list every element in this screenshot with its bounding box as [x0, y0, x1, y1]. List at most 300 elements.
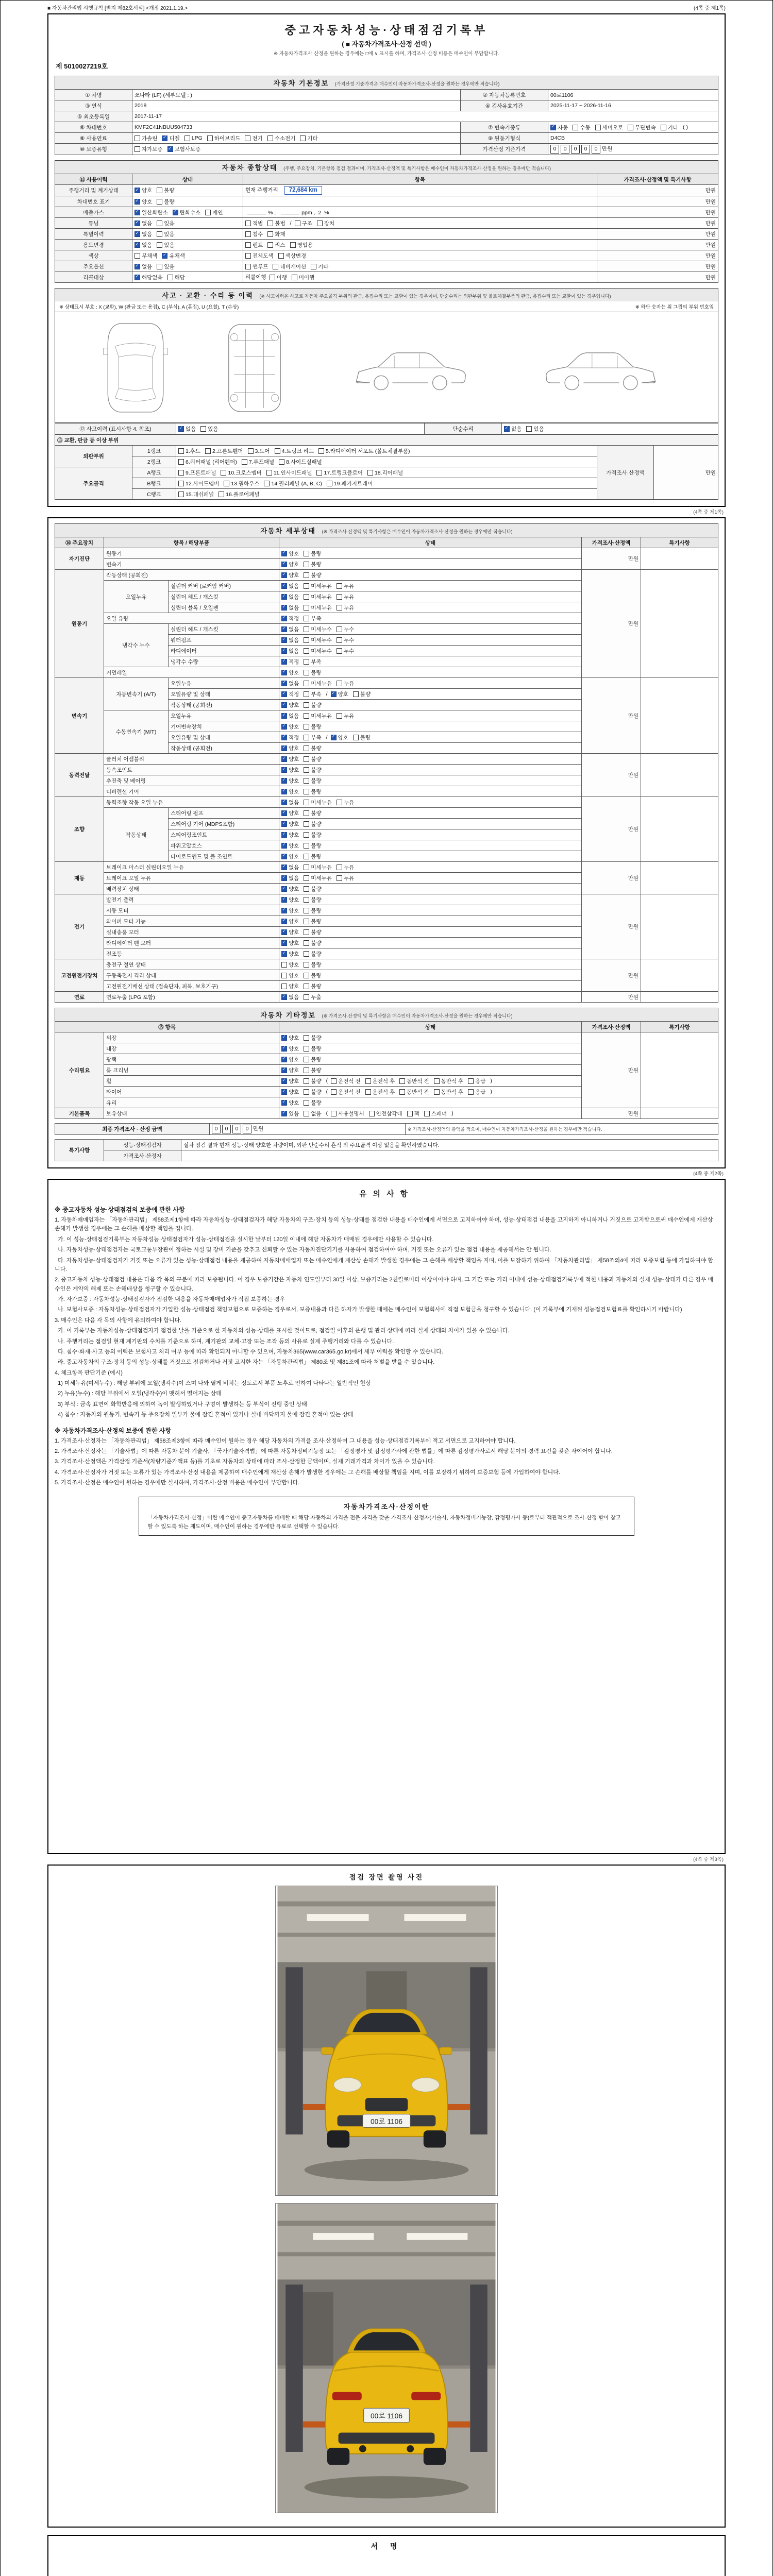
checkbox-checked[interactable] — [281, 799, 299, 806]
checkbox-unchecked[interactable] — [337, 647, 354, 655]
checkbox-unchecked[interactable] — [337, 593, 354, 601]
checkbox-unchecked[interactable] — [207, 134, 241, 142]
checkbox-unchecked[interactable] — [266, 469, 312, 477]
checkbox-icon[interactable] — [221, 470, 226, 476]
checkbox-unchecked[interactable] — [304, 571, 321, 579]
checkbox-unchecked[interactable] — [317, 219, 334, 227]
checkbox-unchecked[interactable] — [304, 647, 332, 655]
checkbox-checked[interactable] — [135, 219, 152, 227]
checkbox-icon[interactable] — [304, 713, 309, 719]
checkbox-unchecked[interactable] — [184, 135, 203, 141]
checkbox-unchecked[interactable] — [275, 447, 314, 455]
checkbox-unchecked[interactable] — [270, 274, 287, 281]
checkbox-icon[interactable] — [331, 1089, 337, 1095]
checkbox-checked[interactable] — [167, 145, 201, 153]
checkbox-icon[interactable] — [304, 951, 309, 957]
checkbox-icon[interactable] — [304, 973, 309, 978]
checkbox-icon[interactable] — [157, 188, 162, 193]
checkbox-checked[interactable] — [281, 777, 299, 785]
checkbox-unchecked[interactable] — [304, 842, 321, 850]
checkbox-unchecked[interactable] — [281, 972, 299, 979]
checkbox-checked-icon[interactable] — [162, 253, 167, 259]
checkbox-icon[interactable] — [219, 492, 224, 497]
checkbox-checked[interactable] — [281, 669, 299, 676]
checkbox-checked-icon[interactable] — [281, 659, 287, 665]
checkbox-icon[interactable] — [337, 605, 342, 611]
checkbox-icon[interactable] — [316, 470, 322, 476]
checkbox-icon[interactable] — [304, 843, 309, 849]
checkbox-checked-icon[interactable] — [281, 562, 287, 567]
checkbox-icon[interactable] — [178, 481, 184, 486]
checkbox-unchecked[interactable] — [337, 604, 354, 612]
checkbox-checked[interactable] — [281, 1056, 299, 1063]
checkbox-icon[interactable] — [292, 275, 297, 280]
checkbox-icon[interactable] — [245, 221, 251, 226]
checkbox-unchecked[interactable] — [407, 1110, 419, 1117]
checkbox-checked-icon[interactable] — [135, 275, 140, 280]
checkbox-unchecked[interactable] — [304, 669, 321, 676]
checkbox-checked[interactable] — [281, 831, 299, 839]
checkbox-unchecked[interactable] — [337, 799, 354, 806]
checkbox-unchecked[interactable] — [337, 625, 354, 633]
checkbox-unchecked[interactable] — [245, 230, 263, 238]
checkbox-unchecked[interactable] — [304, 766, 321, 774]
checkbox-unchecked[interactable] — [304, 712, 332, 720]
checkbox-unchecked[interactable] — [304, 701, 321, 709]
checkbox-unchecked[interactable] — [304, 950, 321, 958]
checkbox-icon[interactable] — [304, 594, 309, 600]
checkbox-unchecked[interactable] — [304, 928, 321, 936]
checkbox-icon[interactable] — [369, 1111, 375, 1116]
checkbox-icon[interactable] — [135, 146, 140, 152]
checkbox-icon[interactable] — [281, 984, 287, 989]
checkbox-unchecked[interactable] — [365, 1077, 395, 1085]
checkbox-icon[interactable] — [304, 562, 309, 567]
checkbox-unchecked[interactable] — [304, 1110, 321, 1117]
checkbox-checked-icon[interactable] — [281, 908, 287, 913]
checkbox-unchecked[interactable] — [661, 124, 678, 131]
checkbox-unchecked[interactable] — [245, 252, 274, 260]
checkbox-checked-icon[interactable] — [550, 125, 556, 130]
checkbox-unchecked[interactable] — [304, 918, 321, 925]
checkbox-checked[interactable] — [281, 658, 299, 666]
checkbox-icon[interactable] — [304, 605, 309, 611]
checkbox-unchecked[interactable] — [135, 252, 157, 260]
checkbox-checked-icon[interactable] — [504, 426, 510, 432]
checkbox-checked-icon[interactable] — [331, 735, 337, 740]
checkbox-unchecked[interactable] — [135, 145, 163, 153]
checkbox-icon[interactable] — [281, 973, 287, 978]
checkbox-checked-icon[interactable] — [135, 264, 140, 269]
checkbox-checked-icon[interactable] — [281, 886, 287, 892]
checkbox-checked[interactable] — [281, 896, 299, 904]
checkbox-checked-icon[interactable] — [135, 242, 140, 248]
checkbox-icon[interactable] — [157, 199, 162, 205]
checkbox-checked[interactable] — [281, 853, 299, 860]
checkbox-unchecked[interactable] — [304, 550, 321, 557]
checkbox-icon[interactable] — [295, 221, 300, 226]
checkbox-icon[interactable] — [304, 648, 309, 654]
checkbox-icon[interactable] — [337, 865, 342, 870]
checkbox-icon[interactable] — [304, 670, 309, 675]
checkbox-unchecked[interactable] — [304, 1077, 321, 1085]
checkbox-icon[interactable] — [207, 135, 213, 141]
checkbox-unchecked[interactable] — [304, 604, 332, 612]
checkbox-icon[interactable] — [468, 1078, 474, 1084]
checkbox-icon[interactable] — [399, 1078, 405, 1084]
checkbox-checked-icon[interactable] — [281, 594, 287, 600]
checkbox-unchecked[interactable] — [353, 734, 371, 741]
checkbox-unchecked[interactable] — [337, 680, 354, 687]
checkbox-icon[interactable] — [424, 1111, 430, 1116]
checkbox-icon[interactable] — [337, 875, 342, 881]
checkbox-unchecked[interactable] — [367, 469, 403, 477]
checkbox-icon[interactable] — [281, 962, 287, 968]
checkbox-unchecked[interactable] — [434, 1088, 464, 1096]
checkbox-icon[interactable] — [367, 470, 373, 476]
checkbox-checked[interactable] — [173, 209, 201, 216]
checkbox-checked-icon[interactable] — [281, 929, 287, 935]
checkbox-icon[interactable] — [304, 789, 309, 794]
checkbox-checked[interactable] — [281, 928, 299, 936]
checkbox-unchecked[interactable] — [135, 134, 157, 142]
checkbox-checked-icon[interactable] — [281, 897, 287, 903]
checkbox-checked[interactable] — [331, 734, 348, 741]
checkbox-unchecked[interactable] — [205, 209, 223, 216]
checkbox-icon[interactable] — [304, 572, 309, 578]
checkbox-unchecked[interactable] — [157, 187, 174, 194]
checkbox-unchecked[interactable] — [304, 744, 321, 752]
checkbox-icon[interactable] — [628, 125, 633, 130]
checkbox-unchecked[interactable] — [331, 1110, 364, 1117]
checkbox-checked[interactable] — [550, 124, 568, 131]
checkbox-checked-icon[interactable] — [178, 426, 184, 432]
checkbox-unchecked[interactable] — [304, 972, 321, 979]
checkbox-unchecked[interactable] — [316, 469, 362, 477]
checkbox-unchecked[interactable] — [221, 469, 261, 477]
checkbox-unchecked[interactable] — [245, 219, 263, 227]
checkbox-unchecked[interactable] — [157, 230, 174, 238]
checkbox-icon[interactable] — [157, 231, 162, 237]
checkbox-unchecked[interactable] — [304, 593, 332, 601]
checkbox-icon[interactable] — [304, 681, 309, 686]
checkbox-checked[interactable] — [281, 647, 299, 655]
checkbox-checked[interactable] — [281, 863, 299, 871]
checkbox-icon[interactable] — [304, 984, 309, 989]
checkbox-checked-icon[interactable] — [281, 1111, 287, 1116]
checkbox-unchecked[interactable] — [304, 853, 321, 860]
checkbox-unchecked[interactable] — [304, 1045, 321, 1053]
checkbox-checked[interactable] — [281, 550, 299, 557]
checkbox-checked-icon[interactable] — [281, 735, 287, 740]
checkbox-unchecked[interactable] — [295, 219, 312, 227]
checkbox-icon[interactable] — [245, 264, 251, 269]
checkbox-unchecked[interactable] — [304, 961, 321, 969]
checkbox-unchecked[interactable] — [304, 939, 321, 947]
checkbox-icon[interactable] — [157, 242, 162, 248]
checkbox-checked-icon[interactable] — [281, 821, 287, 827]
checkbox-icon[interactable] — [337, 681, 342, 686]
checkbox-checked[interactable] — [281, 615, 299, 622]
checkbox-icon[interactable] — [407, 1111, 413, 1116]
checkbox-icon[interactable] — [184, 135, 190, 141]
checkbox-unchecked[interactable] — [281, 982, 299, 990]
checkbox-icon[interactable] — [157, 264, 162, 269]
checkbox-checked[interactable] — [281, 1045, 299, 1053]
checkbox-icon[interactable] — [267, 221, 273, 226]
checkbox-checked[interactable] — [135, 198, 152, 206]
checkbox-unchecked[interactable] — [304, 755, 321, 763]
checkbox-checked[interactable] — [162, 252, 184, 260]
checkbox-unchecked[interactable] — [304, 582, 332, 590]
checkbox-icon[interactable] — [135, 253, 140, 259]
checkbox-icon[interactable] — [304, 1111, 309, 1116]
checkbox-checked-icon[interactable] — [281, 1067, 287, 1073]
checkbox-unchecked[interactable] — [157, 219, 174, 227]
checkbox-checked-icon[interactable] — [281, 854, 287, 859]
checkbox-icon[interactable] — [573, 125, 578, 130]
checkbox-unchecked[interactable] — [337, 874, 354, 882]
checkbox-unchecked[interactable] — [224, 480, 259, 487]
checkbox-checked-icon[interactable] — [281, 756, 287, 762]
checkbox-checked-icon[interactable] — [281, 832, 287, 838]
checkbox-checked[interactable] — [281, 939, 299, 947]
checkbox-icon[interactable] — [178, 492, 184, 497]
checkbox-icon[interactable] — [245, 253, 251, 259]
checkbox-unchecked[interactable] — [628, 124, 656, 131]
checkbox-icon[interactable] — [245, 135, 250, 141]
checkbox-checked[interactable] — [281, 755, 299, 763]
checkbox-checked[interactable] — [281, 593, 299, 601]
checkbox-unchecked[interactable] — [304, 636, 332, 644]
checkbox-unchecked[interactable] — [304, 1056, 321, 1063]
checkbox-checked-icon[interactable] — [331, 691, 337, 697]
checkbox-checked[interactable] — [135, 230, 152, 238]
checkbox-checked-icon[interactable] — [281, 670, 287, 675]
checkbox-checked-icon[interactable] — [281, 789, 287, 794]
checkbox-unchecked[interactable] — [157, 198, 174, 206]
checkbox-icon[interactable] — [205, 448, 211, 454]
checkbox-checked-icon[interactable] — [281, 1089, 287, 1095]
checkbox-unchecked[interactable] — [365, 1088, 395, 1096]
checkbox-checked[interactable] — [281, 571, 299, 579]
checkbox-checked-icon[interactable] — [281, 745, 287, 751]
checkbox-icon[interactable] — [275, 448, 280, 454]
checkbox-icon[interactable] — [304, 810, 309, 816]
checkbox-icon[interactable] — [279, 459, 284, 465]
checkbox-checked[interactable] — [281, 766, 299, 774]
checkbox-icon[interactable] — [178, 448, 184, 454]
checkbox-unchecked[interactable] — [304, 615, 321, 622]
checkbox-icon[interactable] — [331, 1078, 337, 1084]
checkbox-icon[interactable] — [278, 253, 284, 259]
checkbox-checked-icon[interactable] — [281, 626, 287, 632]
checkbox-checked[interactable] — [281, 723, 299, 731]
checkbox-checked-icon[interactable] — [135, 199, 140, 205]
checkbox-icon[interactable] — [353, 691, 359, 697]
checkbox-icon[interactable] — [304, 832, 309, 838]
checkbox-checked-icon[interactable] — [281, 994, 287, 1000]
checkbox-icon[interactable] — [264, 481, 270, 486]
checkbox-unchecked[interactable] — [337, 863, 354, 871]
checkbox-unchecked[interactable] — [526, 425, 544, 433]
checkbox-unchecked[interactable] — [304, 561, 321, 568]
checkbox-unchecked[interactable] — [245, 263, 268, 270]
checkbox-unchecked[interactable] — [267, 241, 285, 249]
checkbox-checked-icon[interactable] — [135, 221, 140, 226]
checkbox-icon[interactable] — [304, 1089, 309, 1095]
checkbox-icon[interactable] — [304, 1078, 309, 1084]
checkbox-checked[interactable] — [281, 690, 299, 698]
checkbox-icon[interactable] — [304, 767, 309, 773]
checkbox-icon[interactable] — [178, 459, 184, 465]
checkbox-unchecked[interactable] — [331, 1088, 361, 1096]
checkbox-unchecked[interactable] — [178, 447, 200, 455]
checkbox-checked[interactable] — [281, 636, 299, 644]
checkbox-unchecked[interactable] — [278, 252, 307, 260]
checkbox-unchecked[interactable] — [267, 219, 285, 227]
checkbox-icon[interactable] — [304, 551, 309, 556]
checkbox-icon[interactable] — [365, 1089, 371, 1095]
checkbox-icon[interactable] — [267, 242, 273, 248]
checkbox-icon[interactable] — [304, 875, 309, 881]
checkbox-unchecked[interactable] — [304, 777, 321, 785]
checkbox-icon[interactable] — [304, 1067, 309, 1073]
checkbox-checked-icon[interactable] — [281, 713, 287, 719]
checkbox-icon[interactable] — [304, 962, 309, 968]
checkbox-icon[interactable] — [304, 735, 309, 740]
checkbox-icon[interactable] — [266, 470, 272, 476]
checkbox-icon[interactable] — [526, 426, 532, 432]
checkbox-unchecked[interactable] — [311, 263, 328, 270]
checkbox-icon[interactable] — [661, 125, 666, 130]
checkbox-icon[interactable] — [304, 919, 309, 924]
checkbox-unchecked[interactable] — [167, 274, 185, 281]
checkbox-checked-icon[interactable] — [281, 702, 287, 708]
checkbox-checked-icon[interactable] — [173, 210, 178, 215]
checkbox-icon[interactable] — [304, 691, 309, 697]
checkbox-unchecked[interactable] — [399, 1088, 429, 1096]
checkbox-icon[interactable] — [304, 800, 309, 805]
checkbox-icon[interactable] — [595, 125, 601, 130]
checkbox-unchecked[interactable] — [178, 490, 214, 498]
checkbox-checked[interactable] — [281, 625, 299, 633]
checkbox-icon[interactable] — [205, 210, 211, 215]
checkbox-unchecked[interactable] — [178, 458, 237, 466]
checkbox-checked[interactable] — [331, 690, 348, 698]
checkbox-icon[interactable] — [304, 1100, 309, 1106]
checkbox-unchecked[interactable] — [304, 723, 321, 731]
checkbox-unchecked[interactable] — [424, 1110, 447, 1117]
checkbox-checked[interactable] — [281, 1034, 299, 1042]
checkbox-icon[interactable] — [157, 221, 162, 226]
checkbox-checked[interactable] — [281, 950, 299, 958]
checkbox-checked[interactable] — [162, 134, 179, 142]
checkbox-checked[interactable] — [281, 820, 299, 828]
checkbox-checked-icon[interactable] — [281, 800, 287, 805]
checkbox-unchecked[interactable] — [157, 263, 174, 270]
checkbox-unchecked[interactable] — [304, 658, 321, 666]
checkbox-checked[interactable] — [281, 734, 299, 741]
checkbox-checked-icon[interactable] — [281, 1057, 287, 1062]
checkbox-checked-icon[interactable] — [281, 919, 287, 924]
checkbox-checked-icon[interactable] — [281, 875, 287, 881]
checkbox-unchecked[interactable] — [318, 447, 410, 455]
checkbox-checked[interactable] — [281, 744, 299, 752]
checkbox-unchecked[interactable] — [264, 480, 322, 487]
checkbox-icon[interactable] — [304, 778, 309, 784]
checkbox-checked-icon[interactable] — [281, 843, 287, 849]
checkbox-checked-icon[interactable] — [281, 637, 287, 643]
checkbox-checked-icon[interactable] — [281, 865, 287, 870]
checkbox-checked-icon[interactable] — [281, 616, 287, 621]
checkbox-unchecked[interactable] — [279, 458, 322, 466]
checkbox-unchecked[interactable] — [434, 1077, 464, 1085]
checkbox-icon[interactable] — [267, 231, 273, 237]
checkbox-unchecked[interactable] — [267, 134, 296, 142]
checkbox-unchecked[interactable] — [304, 885, 321, 893]
checkbox-icon[interactable] — [245, 242, 251, 248]
checkbox-checked[interactable] — [281, 1077, 299, 1085]
checkbox-checked[interactable] — [281, 918, 299, 925]
checkbox-checked-icon[interactable] — [135, 188, 140, 193]
checkbox-icon[interactable] — [304, 702, 309, 708]
checkbox-unchecked[interactable] — [304, 734, 321, 741]
checkbox-checked-icon[interactable] — [281, 1046, 287, 1052]
checkbox-checked-icon[interactable] — [135, 210, 140, 215]
checkbox-checked-icon[interactable] — [281, 648, 287, 654]
checkbox-icon[interactable] — [468, 1089, 474, 1095]
checkbox-icon[interactable] — [337, 800, 342, 805]
checkbox-icon[interactable] — [337, 583, 342, 589]
checkbox-icon[interactable] — [304, 994, 309, 1000]
checkbox-checked[interactable] — [281, 1099, 299, 1107]
checkbox-unchecked[interactable] — [292, 274, 314, 281]
checkbox-unchecked[interactable] — [304, 831, 321, 839]
checkbox-icon[interactable] — [248, 448, 254, 454]
checkbox-unchecked[interactable] — [304, 1066, 321, 1074]
checkbox-checked-icon[interactable] — [281, 1078, 287, 1084]
checkbox-unchecked[interactable] — [304, 982, 321, 990]
checkbox-unchecked[interactable] — [304, 863, 332, 871]
checkbox-checked[interactable] — [504, 425, 522, 433]
checkbox-unchecked[interactable] — [331, 1077, 361, 1085]
checkbox-checked-icon[interactable] — [281, 551, 287, 556]
checkbox-unchecked[interactable] — [304, 788, 321, 795]
checkbox-checked-icon[interactable] — [281, 583, 287, 589]
checkbox-unchecked[interactable] — [595, 124, 624, 131]
checkbox-unchecked[interactable] — [281, 961, 299, 969]
checkbox-icon[interactable] — [224, 481, 229, 486]
checkbox-unchecked[interactable] — [248, 447, 270, 455]
checkbox-unchecked[interactable] — [304, 1034, 321, 1042]
checkbox-checked-icon[interactable] — [281, 681, 287, 686]
checkbox-icon[interactable] — [304, 908, 309, 913]
checkbox-icon[interactable] — [270, 275, 275, 280]
checkbox-checked[interactable] — [135, 263, 152, 270]
checkbox-unchecked[interactable] — [337, 712, 354, 720]
checkbox-icon[interactable] — [304, 1035, 309, 1041]
checkbox-icon[interactable] — [304, 897, 309, 903]
checkbox-unchecked[interactable] — [353, 690, 371, 698]
checkbox-checked[interactable] — [281, 701, 299, 709]
checkbox-unchecked[interactable] — [304, 1088, 321, 1096]
checkbox-icon[interactable] — [353, 735, 359, 740]
checkbox-checked[interactable] — [281, 788, 299, 795]
checkbox-icon[interactable] — [304, 745, 309, 751]
checkbox-icon[interactable] — [304, 756, 309, 762]
checkbox-checked[interactable] — [281, 1088, 299, 1096]
